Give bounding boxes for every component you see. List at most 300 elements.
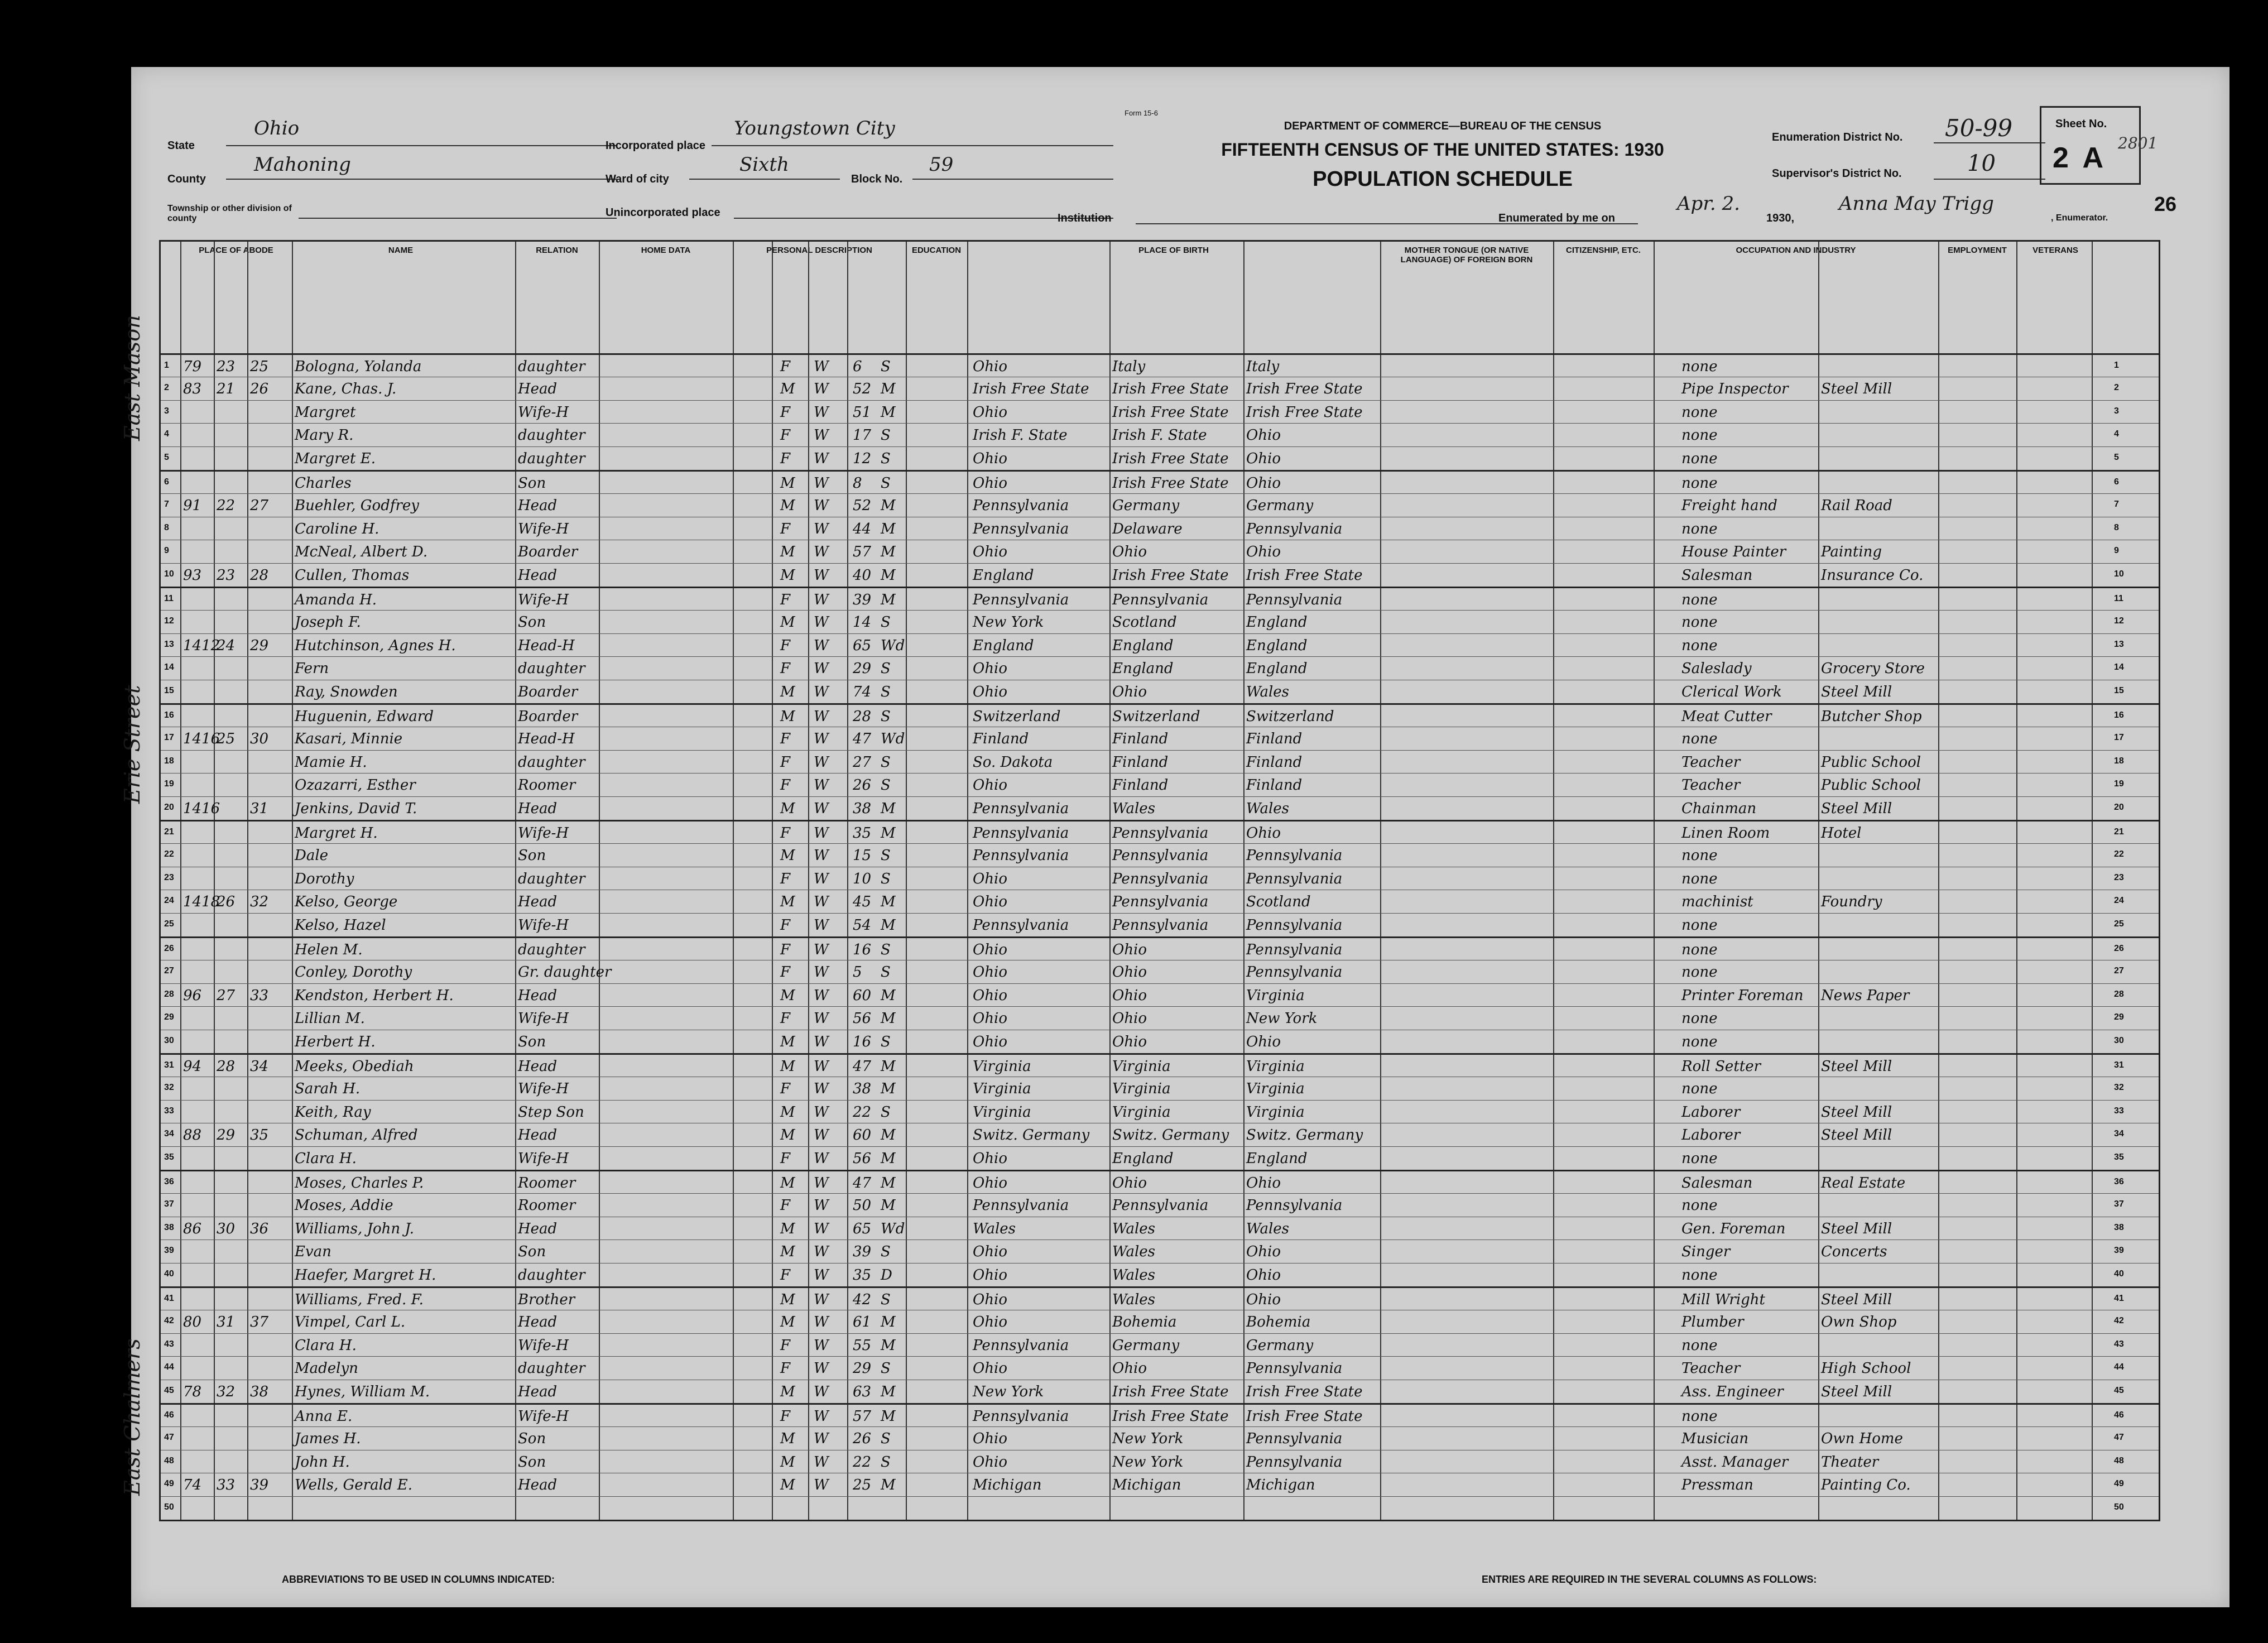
cell-name: Conley, Dorothy — [295, 963, 412, 981]
cell-dw: 79 — [183, 358, 202, 375]
cell-race: W — [814, 870, 829, 887]
cell-pobm: Pennsylvania — [1246, 592, 1343, 608]
cell-pobf: Pennsylvania — [1112, 1197, 1209, 1214]
cell-age: 63 — [853, 1383, 872, 1401]
cell-ms: M — [881, 1127, 896, 1144]
cell-occ: none — [1681, 1197, 1718, 1214]
cell-v: 34 — [250, 1058, 269, 1075]
line-number-right: 48 — [2114, 1455, 2124, 1466]
cell-name: Meeks, Obediah — [295, 1058, 414, 1075]
cell-pobf: Ohio — [1112, 1360, 1147, 1377]
department: DEPARTMENT OF COMMERCE—BUREAU OF THE CENSUS — [1284, 120, 1602, 132]
line-number: 32 — [164, 1082, 174, 1092]
cell-age: 40 — [853, 567, 872, 584]
table-row — [161, 1170, 2159, 1195]
cell-pob: Ohio — [973, 450, 1008, 468]
row-container — [161, 353, 2159, 1520]
cell-race: W — [814, 1058, 829, 1075]
cell-ms: M — [881, 380, 896, 397]
cell-sex: F — [780, 753, 791, 771]
cell-rel: Head — [518, 1127, 558, 1144]
table-row — [161, 587, 2159, 612]
cell-sex: M — [780, 1034, 795, 1051]
cell-ind: Steel Mill — [1821, 1291, 1892, 1308]
cell-pob: Ohio — [973, 660, 1008, 678]
cell-occ: none — [1681, 1408, 1718, 1425]
cell-fam: 32 — [217, 1383, 236, 1401]
cell-dw: 94 — [183, 1058, 202, 1075]
cell-rel: Roomer — [518, 777, 576, 794]
cell-race: W — [814, 358, 829, 375]
cell-pobm: England — [1246, 1150, 1308, 1168]
cell-occ: Saleslady — [1681, 660, 1752, 678]
line-number: 42 — [164, 1315, 174, 1325]
line-number-right: 12 — [2114, 616, 2124, 626]
cell-sex: M — [780, 800, 795, 818]
cell-fam: 27 — [217, 987, 236, 1004]
line-number: 47 — [164, 1432, 174, 1442]
cell-sex: M — [780, 893, 795, 911]
cell-sex: M — [780, 1220, 795, 1237]
line-number: 48 — [164, 1455, 174, 1466]
cell-occ: none — [1681, 427, 1718, 444]
cell-pob: Pennsylvania — [973, 847, 1069, 864]
ward-value: Sixth — [739, 153, 789, 176]
line-number-right: 16 — [2114, 710, 2124, 720]
cell-age: 39 — [853, 1243, 872, 1261]
cell-name: Wells, Gerald E. — [295, 1477, 413, 1494]
line-number-right: 17 — [2114, 732, 2124, 742]
cell-v: 32 — [250, 893, 269, 911]
cell-age: 26 — [853, 777, 872, 794]
line-number-right: 18 — [2114, 756, 2124, 766]
cell-pobf: Bohemia — [1112, 1313, 1177, 1330]
cell-ind: Steel Mill — [1821, 1103, 1892, 1121]
line-number: 43 — [164, 1339, 174, 1349]
cell-occ: Clerical Work — [1681, 684, 1782, 701]
cell-sex: M — [780, 1291, 795, 1308]
line-number: 17 — [164, 732, 174, 742]
state-value: Ohio — [254, 117, 300, 140]
cell-sex: M — [780, 1058, 795, 1075]
cell-dw: 78 — [183, 1383, 202, 1401]
cell-sex: M — [780, 497, 795, 514]
cell-pob: Irish F. State — [973, 427, 1068, 444]
line-number-right: 37 — [2114, 1199, 2124, 1209]
cell-rel: daughter — [518, 660, 585, 678]
cell-ind: Butcher Shop — [1821, 708, 1922, 725]
cell-ind: News Paper — [1821, 987, 1910, 1004]
county-value: Mahoning — [254, 153, 351, 176]
cell-sex: M — [780, 1477, 795, 1494]
cell-race: W — [814, 1103, 829, 1121]
cell-occ: none — [1681, 917, 1718, 934]
cell-rel: Son — [518, 1453, 546, 1471]
cell-race: W — [814, 637, 829, 654]
line-number: 40 — [164, 1269, 174, 1279]
cell-name: Anna E. — [295, 1408, 353, 1425]
table-row — [161, 1473, 2159, 1497]
colhdr-occupation: OCCUPATION AND INDUSTRY — [1736, 246, 1856, 255]
cell-pobm: Ohio — [1246, 544, 1281, 561]
line-number: 31 — [164, 1060, 174, 1070]
line-number: 11 — [164, 594, 174, 603]
table-row — [161, 446, 2159, 471]
colhdr-employment: EMPLOYMENT — [1948, 246, 2007, 255]
cell-sex: M — [780, 684, 795, 701]
cell-occ: none — [1681, 1267, 1718, 1284]
cell-name: Dale — [295, 847, 329, 864]
cell-ind: Theater — [1821, 1453, 1879, 1471]
cell-fam: 28 — [217, 1058, 236, 1075]
footer-abbrev: ABBREVIATIONS TO BE USED IN COLUMNS INDICATED: — [282, 1574, 555, 1585]
line-number: 44 — [164, 1362, 174, 1372]
cell-ms: S — [881, 1360, 891, 1377]
cell-ms: Wd — [881, 730, 905, 747]
cell-occ: none — [1681, 870, 1718, 887]
cell-name: Bologna, Yolanda — [295, 358, 422, 375]
cell-age: 35 — [853, 1267, 872, 1284]
cell-occ: Mill Wright — [1681, 1291, 1765, 1308]
cell-v: 31 — [250, 800, 269, 818]
cell-ind: Steel Mill — [1821, 1058, 1892, 1075]
cell-pobm: Scotland — [1246, 893, 1311, 911]
cell-occ: machinist — [1681, 893, 1753, 911]
cell-dw: 1412 — [183, 637, 220, 654]
table-row — [161, 423, 2159, 448]
cell-sex: M — [780, 708, 795, 725]
cell-pobf: Germany — [1112, 1337, 1180, 1354]
cell-sex: F — [780, 1408, 791, 1425]
line-number-right: 22 — [2114, 849, 2124, 859]
table-row — [161, 1053, 2159, 1079]
cell-ms: M — [881, 1058, 896, 1075]
table-row — [161, 1146, 2159, 1171]
cell-ms: S — [881, 613, 891, 631]
line-number: 41 — [164, 1294, 174, 1303]
cell-pob: Ohio — [973, 544, 1008, 561]
table-row — [161, 563, 2159, 588]
cell-pobf: Wales — [1112, 1220, 1156, 1237]
cell-race: W — [814, 941, 829, 958]
cell-age: 6 — [853, 358, 862, 375]
cell-pob: Ohio — [973, 1291, 1008, 1308]
cell-pob: Ohio — [973, 987, 1008, 1004]
cell-pob: Ohio — [973, 963, 1008, 981]
cell-ms: S — [881, 660, 891, 678]
cell-ms: S — [881, 847, 891, 864]
line-number: 46 — [164, 1410, 174, 1420]
cell-pobm: Ohio — [1246, 475, 1281, 492]
line-number: 45 — [164, 1386, 174, 1396]
schedule-title: POPULATION SCHEDULE — [1313, 167, 1573, 191]
cell-ind: Foundry — [1821, 893, 1882, 911]
table-row — [161, 1450, 2159, 1474]
cell-occ: none — [1681, 592, 1718, 608]
cell-sex: F — [780, 917, 791, 934]
cell-dw: 74 — [183, 1477, 202, 1494]
line-number-right: 3 — [2114, 406, 2119, 416]
cell-age: 22 — [853, 1453, 872, 1471]
cell-age: 65 — [853, 637, 872, 654]
cell-sex: F — [780, 358, 791, 375]
cell-rel: daughter — [518, 358, 585, 375]
cell-occ: Teacher — [1681, 777, 1741, 794]
cell-rel: Wife-H — [518, 403, 569, 421]
cell-name: Hynes, William M. — [295, 1383, 430, 1401]
cell-pobm: Ohio — [1246, 1034, 1281, 1051]
cell-v: 25 — [250, 358, 269, 375]
cell-occ: none — [1681, 358, 1718, 375]
cell-pobf: Wales — [1112, 1291, 1156, 1308]
cell-age: 55 — [853, 1337, 872, 1354]
cell-name: Buehler, Godfrey — [295, 497, 419, 514]
cell-rel: Head — [518, 497, 558, 514]
cell-race: W — [814, 825, 829, 842]
line-number: 3 — [164, 406, 169, 416]
table-row — [161, 1100, 2159, 1125]
cell-pob: Pennsylvania — [973, 800, 1069, 818]
cell-sex: F — [780, 520, 791, 537]
line-number-right: 27 — [2114, 965, 2124, 976]
cell-name: Charles — [295, 475, 352, 492]
cell-dw: 91 — [183, 497, 202, 514]
cell-sex: F — [780, 1267, 791, 1284]
cell-race: W — [814, 800, 829, 818]
table-row — [161, 983, 2159, 1008]
cell-rel: Wife-H — [518, 1408, 569, 1425]
cell-pobf: Michigan — [1112, 1477, 1181, 1494]
cell-name: Williams, Fred. F. — [295, 1291, 424, 1308]
cell-pob: Ohio — [973, 1360, 1008, 1377]
table-row — [161, 633, 2159, 658]
cell-fam: 31 — [217, 1313, 236, 1330]
cell-name: Ray, Snowden — [295, 684, 398, 701]
cell-pob: Pennsylvania — [973, 497, 1069, 514]
cell-ms: S — [881, 941, 891, 958]
cell-rel: Boarder — [518, 684, 578, 701]
cell-pob: Switz. Germany — [973, 1127, 1090, 1144]
cell-rel: Roomer — [518, 1175, 576, 1192]
cell-race: W — [814, 708, 829, 725]
cell-pob: Pennsylvania — [973, 825, 1069, 842]
cell-pobm: Pennsylvania — [1246, 917, 1343, 934]
cell-ind: Steel Mill — [1821, 1383, 1892, 1401]
table-row — [161, 610, 2159, 635]
cell-pobf: Virginia — [1112, 1080, 1171, 1097]
cell-ind: Hotel — [1821, 825, 1862, 842]
line-number: 4 — [164, 429, 169, 439]
cell-ms: M — [881, 1175, 896, 1192]
line-number: 5 — [164, 453, 169, 463]
cell-race: W — [814, 403, 829, 421]
cell-age: 10 — [853, 870, 872, 887]
cell-sex: M — [780, 613, 795, 631]
cell-rel: Wife-H — [518, 1150, 569, 1168]
cell-name: Dorothy — [295, 870, 354, 887]
cell-ind: Steel Mill — [1821, 684, 1892, 701]
cell-ind: Concerts — [1821, 1243, 1887, 1261]
cell-name: Haefer, Margret H. — [295, 1267, 436, 1284]
cell-age: 47 — [853, 1175, 872, 1192]
cell-ms: Wd — [881, 637, 905, 654]
cell-pobm: Pennsylvania — [1246, 1197, 1343, 1214]
cell-pob: Ohio — [973, 777, 1008, 794]
cell-pobf: Delaware — [1112, 520, 1183, 537]
cell-pob: Ohio — [973, 870, 1008, 887]
cell-age: 22 — [853, 1103, 872, 1121]
cell-v: 36 — [250, 1220, 269, 1237]
cell-pobf: Ohio — [1112, 987, 1147, 1004]
cell-pobf: Virginia — [1112, 1058, 1171, 1075]
cell-name: Amanda H. — [295, 592, 377, 608]
cell-ind: Rail Road — [1821, 497, 1892, 514]
line-number-right: 43 — [2114, 1339, 2124, 1349]
cell-occ: none — [1681, 847, 1718, 864]
cell-ind: Painting Co. — [1821, 1477, 1911, 1494]
cell-pobf: Irish Free State — [1112, 475, 1229, 492]
cell-pob: Switzerland — [973, 708, 1061, 725]
cell-ms: S — [881, 777, 891, 794]
cell-v: 33 — [250, 987, 269, 1004]
table-row — [161, 400, 2159, 425]
cell-pobm: Wales — [1246, 684, 1290, 701]
cell-age: 38 — [853, 800, 872, 818]
cell-fam: 24 — [217, 637, 236, 654]
cell-ms: M — [881, 1477, 896, 1494]
cell-pob: Pennsylvania — [973, 592, 1069, 608]
cell-ms: S — [881, 1103, 891, 1121]
cell-pobm: Pennsylvania — [1246, 963, 1343, 981]
cell-pobm: Pennsylvania — [1246, 520, 1343, 537]
cell-pobf: Ohio — [1112, 1034, 1147, 1051]
cell-rel: daughter — [518, 870, 585, 887]
cell-pobf: Wales — [1112, 800, 1156, 818]
cell-name: James H. — [295, 1430, 361, 1447]
cell-fam: 33 — [217, 1477, 236, 1494]
table-row — [161, 1333, 2159, 1358]
line-number: 35 — [164, 1152, 174, 1162]
cell-race: W — [814, 380, 829, 397]
line-number-right: 28 — [2114, 989, 2124, 999]
line-number: 37 — [164, 1199, 174, 1209]
cell-pobm: England — [1246, 613, 1308, 631]
cell-sex: M — [780, 475, 795, 492]
cell-pobm: Pennsylvania — [1246, 1453, 1343, 1471]
cell-dw: 1416 — [183, 730, 220, 747]
cell-race: W — [814, 917, 829, 934]
line-number-right: 11 — [2114, 594, 2123, 603]
line-number: 19 — [164, 779, 174, 789]
cell-ind: Grocery Store — [1821, 660, 1925, 678]
cell-sex: F — [780, 777, 791, 794]
enumerator-name: Anna May Trigg — [1839, 193, 1994, 215]
unincorporated-label: Unincorporated place — [606, 206, 720, 219]
cell-name: Moses, Charles P. — [295, 1175, 424, 1192]
cell-rel: Head — [518, 800, 558, 818]
page-number: 26 — [2154, 193, 2177, 215]
line-number-right: 41 — [2114, 1294, 2124, 1303]
cell-name: Kelso, Hazel — [295, 917, 386, 934]
cell-pob: Ohio — [973, 475, 1008, 492]
cell-pobf: Scotland — [1112, 613, 1177, 631]
cell-ms: M — [881, 825, 896, 842]
cell-ind: Public School — [1821, 777, 1921, 794]
census-title: FIFTEENTH CENSUS OF THE UNITED STATES: 1930 — [1221, 140, 1664, 160]
cell-pobf: Ohio — [1112, 684, 1147, 701]
cell-occ: Salesman — [1681, 1175, 1753, 1192]
cell-sex: F — [780, 450, 791, 468]
table-row — [161, 470, 2159, 496]
cell-name: Lillian M. — [295, 1010, 365, 1027]
line-number: 36 — [164, 1177, 174, 1186]
cell-sex: F — [780, 1360, 791, 1377]
line-number: 2 — [164, 382, 169, 392]
cell-occ: none — [1681, 637, 1718, 654]
cell-ind: Steel Mill — [1821, 380, 1892, 397]
cell-ms: M — [881, 1313, 896, 1330]
cell-pob: England — [973, 637, 1034, 654]
cell-age: 35 — [853, 825, 872, 842]
sheet-label: Sheet No. — [2055, 118, 2107, 130]
cell-age: 16 — [853, 941, 872, 958]
cell-name: John H. — [295, 1453, 350, 1471]
cell-rel: Head — [518, 1220, 558, 1237]
cell-dw: 80 — [183, 1313, 202, 1330]
cell-rel: Head — [518, 893, 558, 911]
cell-pob: Ohio — [973, 941, 1008, 958]
census-grid — [159, 240, 2160, 1521]
cell-pobm: Germany — [1246, 497, 1314, 514]
cell-ind: High School — [1821, 1360, 1911, 1377]
line-number: 18 — [164, 756, 174, 766]
line-number-right: 46 — [2114, 1410, 2124, 1420]
cell-pobf: England — [1112, 1150, 1174, 1168]
cell-occ: House Painter — [1681, 544, 1786, 561]
cell-race: W — [814, 1430, 829, 1447]
cell-rel: Son — [518, 847, 546, 864]
cell-pob: Ohio — [973, 1430, 1008, 1447]
line-number-right: 39 — [2114, 1246, 2124, 1256]
cell-age: 14 — [853, 613, 872, 631]
line-number: 49 — [164, 1479, 174, 1489]
cell-age: 61 — [853, 1313, 872, 1330]
cell-race: W — [814, 427, 829, 444]
cell-pobm: England — [1246, 660, 1308, 678]
cell-v: 39 — [250, 1477, 269, 1494]
table-row — [161, 1123, 2159, 1147]
cell-pob: Pennsylvania — [973, 1337, 1069, 1354]
cell-name: Margret H. — [295, 825, 378, 842]
cell-sex: M — [780, 847, 795, 864]
cell-occ: Roll Setter — [1681, 1058, 1761, 1075]
cell-pob: Virginia — [973, 1080, 1031, 1097]
cell-name: Kendston, Herbert H. — [295, 987, 454, 1004]
cell-name: Margret E. — [295, 450, 376, 468]
cell-pobm: Pennsylvania — [1246, 847, 1343, 864]
cell-pob: Wales — [973, 1220, 1016, 1237]
cell-pobm: Bohemia — [1246, 1313, 1311, 1330]
cell-pobf: Irish Free State — [1112, 1408, 1229, 1425]
line-number: 28 — [164, 989, 174, 999]
cell-rel: Wife-H — [518, 520, 569, 537]
cell-pobm: Irish Free State — [1246, 380, 1363, 397]
cell-ms: M — [881, 917, 896, 934]
line-number: 38 — [164, 1222, 174, 1232]
line-number: 1 — [164, 361, 169, 370]
line-number-right: 50 — [2114, 1502, 2124, 1512]
cell-pobf: Pennsylvania — [1112, 847, 1209, 864]
